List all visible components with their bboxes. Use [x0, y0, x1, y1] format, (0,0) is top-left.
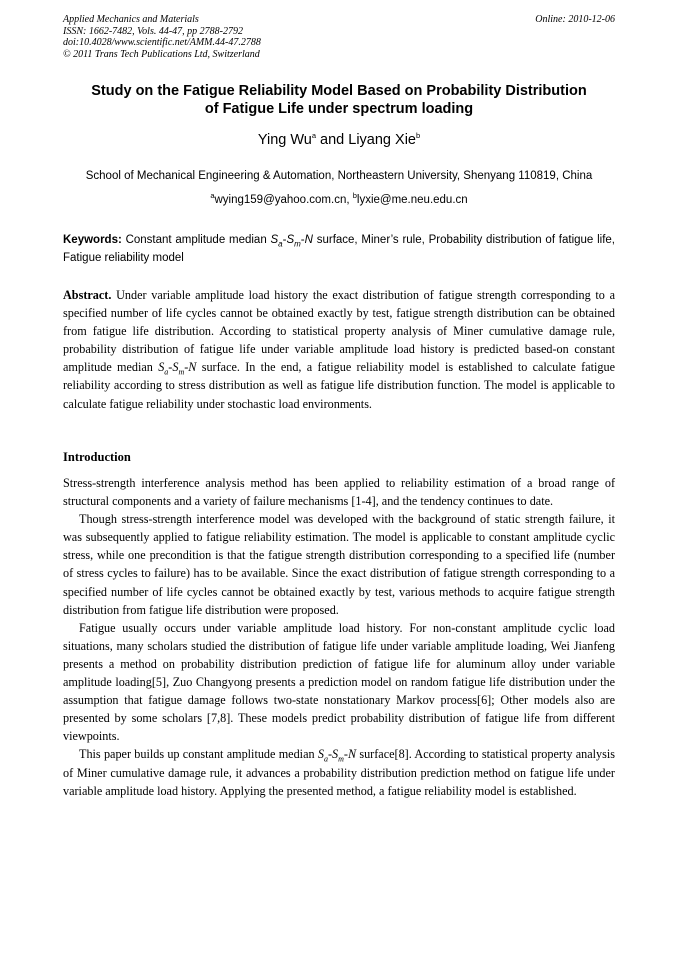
email-2-sup: b	[352, 191, 357, 201]
email-sep: ,	[346, 194, 353, 206]
abs-sym-dash1: -	[168, 360, 173, 375]
p4-sym-n: N	[347, 747, 357, 762]
abs-sym-m: m	[178, 367, 185, 377]
author-2: Liyang Xie	[348, 132, 416, 148]
keywords-pre: Constant amplitude median	[121, 234, 271, 246]
journal-name: Applied Mechanics and Materials	[63, 14, 199, 25]
abs-sym-s1: S	[158, 360, 165, 375]
kw-sym-m: m	[294, 239, 301, 249]
kw-sym-n: N	[304, 234, 313, 246]
intro-paragraph-4	[63, 745, 615, 799]
abs-sym-n: N	[188, 360, 197, 375]
abstract-block	[63, 286, 615, 413]
kw-sym-s2: S	[286, 234, 295, 246]
kw-sym-s1: S	[270, 234, 279, 246]
author-1: Ying Wu	[257, 132, 312, 148]
email-2: lyxie@me.neu.edu.cn	[356, 194, 468, 206]
keywords-post: surface, Miner’s rule, Probability distribution of fatigue life, Fatigue reliability model	[63, 234, 615, 264]
title-line-2: of Fatigue Life under spectrum loading	[204, 101, 474, 117]
email-line	[50, 193, 628, 207]
abstract-label: Abstract.	[63, 288, 112, 302]
intro-p4-text-2: surface[8]. According to statistical property analysis of Miner cumulative damage rule, it advances a probability distribution prediction method on fatigue life under variable amplitude load history. Applying the presented method, a fatigue reliability model is established.	[63, 747, 615, 798]
paper-title	[50, 82, 628, 118]
email-1: wying159@yahoo.com.cn	[214, 194, 347, 206]
p4-sym-s2: S	[332, 747, 339, 762]
p4-sym-dash2: -	[343, 747, 348, 762]
intro-p4-text-1: This paper builds up constant amplitude median	[79, 747, 318, 762]
author-line	[50, 131, 628, 149]
abs-sym-dash2: -	[184, 360, 189, 375]
p4-sym-a: a	[323, 754, 328, 764]
affiliation: School of Mechanical Engineering & Automation, Northeastern University, Shenyang 110819, China	[85, 170, 593, 182]
kw-sym-dash2: -	[300, 234, 305, 246]
abs-sym-a: a	[164, 367, 169, 377]
author-1-sup: a	[311, 131, 317, 141]
title-line-1: Study on the Fatigue Reliability Model Based on Probability Distribution	[91, 83, 587, 99]
introduction-heading: Introduction	[63, 450, 131, 464]
journal-header	[63, 14, 615, 60]
intro-paragraph-3: Fatigue usually occurs under variable amplitude load history. For non-constant amplitude cyclic load situations, many scholars studied the distribution of fatigue life under variable amplitude loading, Wei Jianfeng presents a method on probability distribution prediction of fatigue life for aluminum alloy under variable amplitude loading[5], Zuo Changyong presents a prediction model on random fatigue life distribution under the assumption that fatigue damage follows two-state nonstationary Markov process[6]; Other models also are presented by some scholars [7,8]. These models predict probability distribution of fatigue life from different viewpoints.	[63, 620, 615, 744]
email-1-sup: a	[210, 191, 215, 201]
kw-sym-dash1: -	[282, 234, 287, 246]
abstract-text-2: surface. In the end, a fatigue reliability model is established to calculate fatigue reliability according to stress distribution as well as fatigue life distribution function. The model is applicable to calculate fatigue reliability under stochastic load environments.	[63, 360, 615, 411]
p4-sym-m: m	[338, 754, 344, 764]
keywords-block	[63, 231, 615, 267]
p4-sym-dash1: -	[327, 747, 332, 762]
abstract-text-1: Under variable amplitude load history the exact distribution of fatigue strength corresponding to a specified number of life cycles cannot be obtained exactly by test, fatigue strength distribution can be obtained from fatigue life distribution. According to statistical property analysis of Miner cumulative damage rule, probability distribution of fatigue life under variable amplitude load history is predicted based-on constant amplitude median	[63, 288, 615, 375]
abs-sym-s2: S	[172, 360, 179, 375]
doi-line: doi:10.4028/www.scientific.net/AMM.44-47.2788	[63, 37, 261, 48]
p4-sym-s1: S	[317, 747, 324, 762]
intro-paragraph-2: Though stress-strength interference model was developed with the background of static strength failure, it was subsequently applied to fatigue reliability estimation. The model is applicable to constant amplitude cyclic stress, while one precondition is that the fatigue strength distribution corresponding to a specified life (number of stress cycles to failure) has to be available. Since the exact distribution of fatigue strength corresponding to a specified number of life cycles cannot be obtained exactly by test, various methods to acquire fatigue strength distribution from fatigue life distribution were proposed.	[63, 512, 615, 617]
keywords-label: Keywords:	[63, 234, 122, 246]
intro-paragraph-1: Stress-strength interference analysis method has been applied to reliability estimation of a broad range of structural components and a variety of failure mechanisms [1-4], and the tendency continues to date.	[63, 476, 615, 509]
kw-sym-a: a	[278, 239, 283, 249]
author-2-sup: b	[415, 131, 421, 141]
copyright-line: © 2011 Trans Tech Publications Ltd, Switzerland	[63, 48, 260, 60]
author-conj: and	[316, 132, 349, 148]
issn-line: ISSN: 1662-7482, Vols. 44-47, pp 2788-2792	[63, 25, 243, 37]
online-date: Online: 2010-12-06	[535, 14, 615, 25]
introduction-body	[63, 474, 615, 800]
